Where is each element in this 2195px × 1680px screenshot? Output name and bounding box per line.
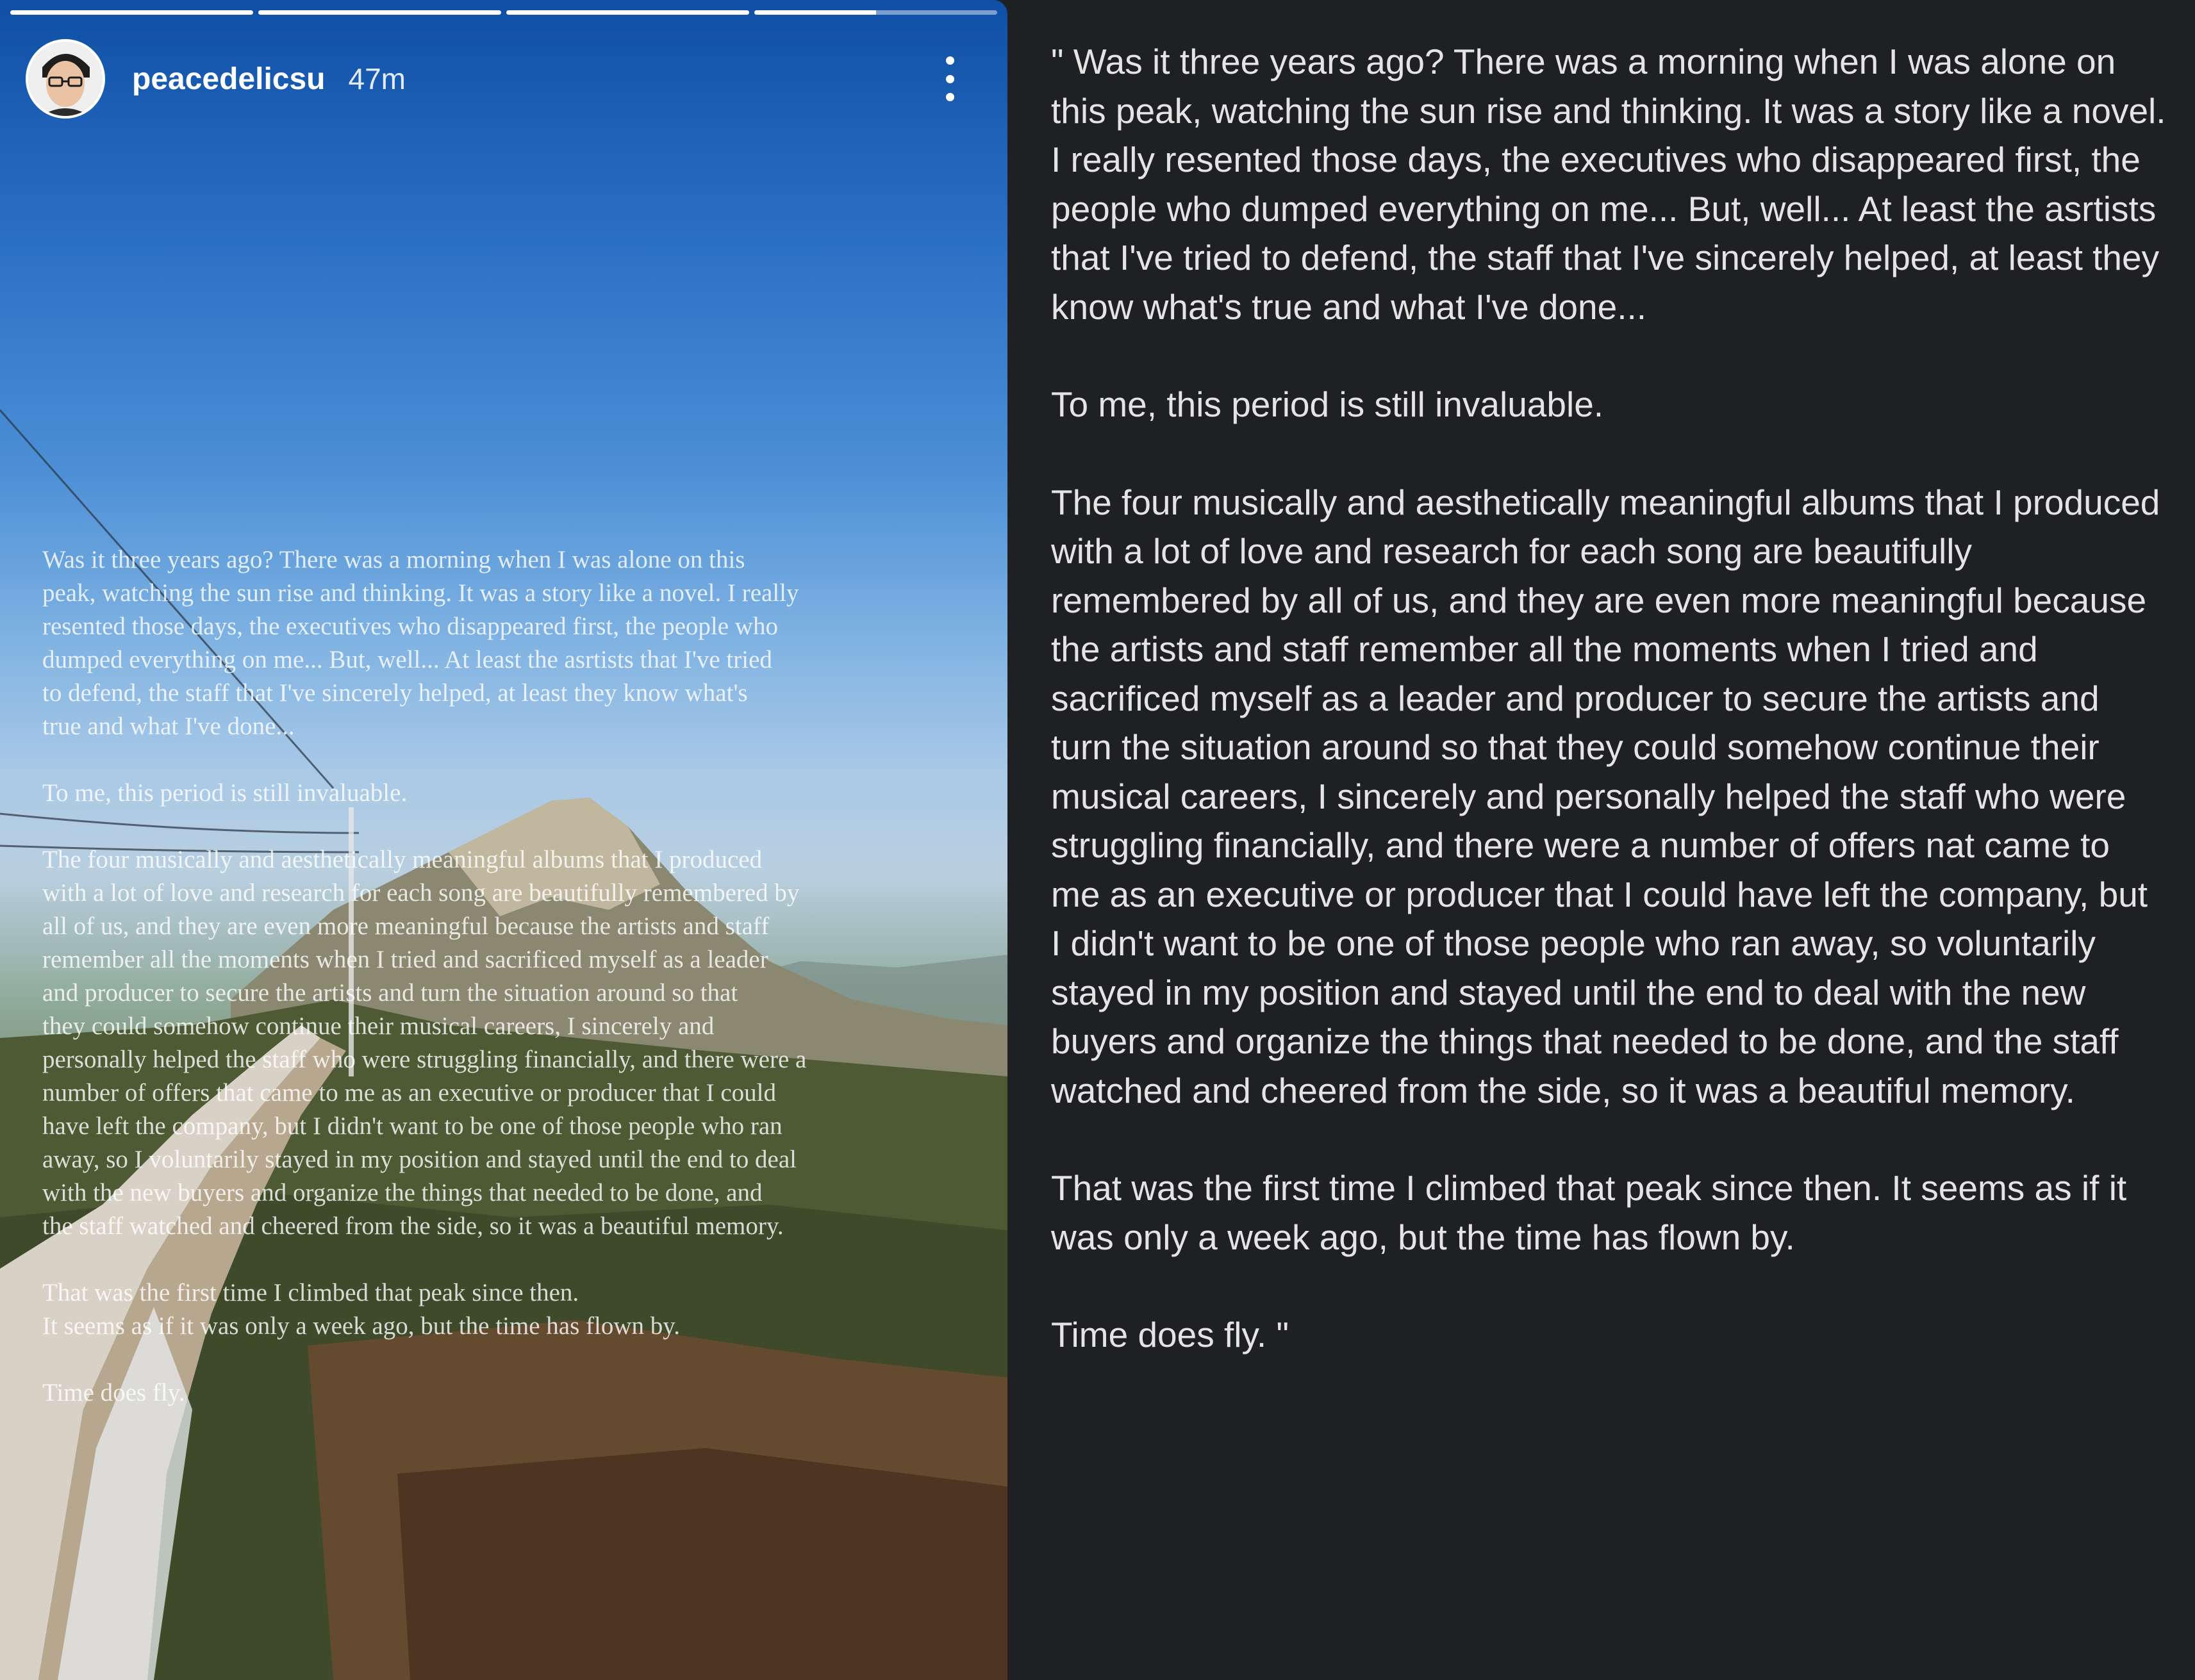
story-header	[26, 37, 987, 120]
story-progress-fill	[10, 10, 253, 15]
story-caption-paragraph: That was the first time I climbed that peak since then. It seems as if it was only a week ago, but the time has flown by.	[42, 1279, 680, 1340]
translation-paragraph: That was the first time I climbed that peak since then. It seems as if it was only a week ago, but the time has flown by.	[1051, 1168, 2127, 1257]
story-progress-segment	[506, 10, 749, 15]
story-caption-paragraph: Was it three years ago? There was a morning when I was alone on this peak, watching the sun rise and thinking. It was a story like a novel. I really resented those days, the executives who disappeared first, the people who dumped everything on me... But, well... At least the asrtists that I've tried to defend, the staff that I've sincerely helped, at least they know what's true and what I've done...	[42, 546, 799, 740]
vertical-ellipsis-icon	[946, 93, 954, 101]
story-progress-fill	[506, 10, 749, 15]
story-username[interactable]: peacedelicsu	[132, 62, 326, 96]
story-panel[interactable]	[0, 0, 1007, 1680]
story-caption-paragraph: The four musically and aesthetically meaningful albums that I produced with a lot of love and research for each song are beautifully remembered by all of us, and they are even more meaningful because the artists and staff remember all the moments when I tried and sacrificed myself as a leader and producer to secure the artists and turn the situation around so that they could somehow continue their musical careers, I sincerely and personally helped the staff who were struggling financially, and there were a number of offers that came to me as an executive or producer that I could have left the company, but I didn't want to be one of those people who ran away, so I voluntarily stayed in my position and stayed until the end to deal with the new buyers and organize the things that needed to be done, and the staff watched and cheered from the side, so it was a beautiful memory.	[42, 846, 807, 1240]
translation-paragraph: To me, this period is still invaluable.	[1051, 384, 1604, 424]
story-timestamp: 47m	[348, 62, 406, 95]
story-progress-fill	[258, 10, 501, 15]
translation-text	[1051, 37, 2166, 1360]
translation-paragraph: " Was it three years ago? There was a morning when I was alone on this peak, watching the sun rise and thinking. It was a story like a novel. I really resented those days, the executives who disappeared first, the people who dumped everything on me... But, well... At least the asrtists that I've tried to defend, the staff that I've sincerely helped, at least they know what's true and what I've done...	[1051, 42, 2166, 327]
vertical-ellipsis-icon	[946, 56, 954, 65]
story-progress-segment	[754, 10, 997, 15]
avatar[interactable]	[26, 39, 105, 119]
story-progress-fill	[754, 10, 876, 15]
story-progress-bar	[10, 10, 997, 15]
translation-paragraph: Time does fly. "	[1051, 1315, 1289, 1355]
story-caption-paragraph: To me, this period is still invaluable.	[42, 779, 408, 807]
story-caption-paragraph: Time does fly.	[42, 1379, 185, 1406]
story-progress-segment	[10, 10, 253, 15]
more-options-button[interactable]	[937, 56, 963, 101]
profile-face-icon	[28, 42, 103, 116]
story-progress-segment	[258, 10, 501, 15]
story-caption-overlay	[42, 543, 972, 1410]
translation-paragraph: The four musically and aesthetically meaningful albums that I produced with a lot of love and research for each song are beautifully remembered by all of us, and they are even more meaningful because the artists and staff remember all the moments when I tried and sacrificed myself as a leader and producer to secure the artists and turn the situation around so that they could somehow continue their musical careers, I sincerely and personally helped the staff who were struggling financially, and there were a number of offers nat came to me as an executive or producer that I could have left the company, but I didn't want to be one of those people who ran away, so voluntarily stayed in my position and stayed until the end to deal with the new buyers and organize the things that needed to be done, and the staff watched and cheered from the side, so it was a beautiful memory.	[1051, 482, 2160, 1110]
vertical-ellipsis-icon	[946, 75, 954, 83]
